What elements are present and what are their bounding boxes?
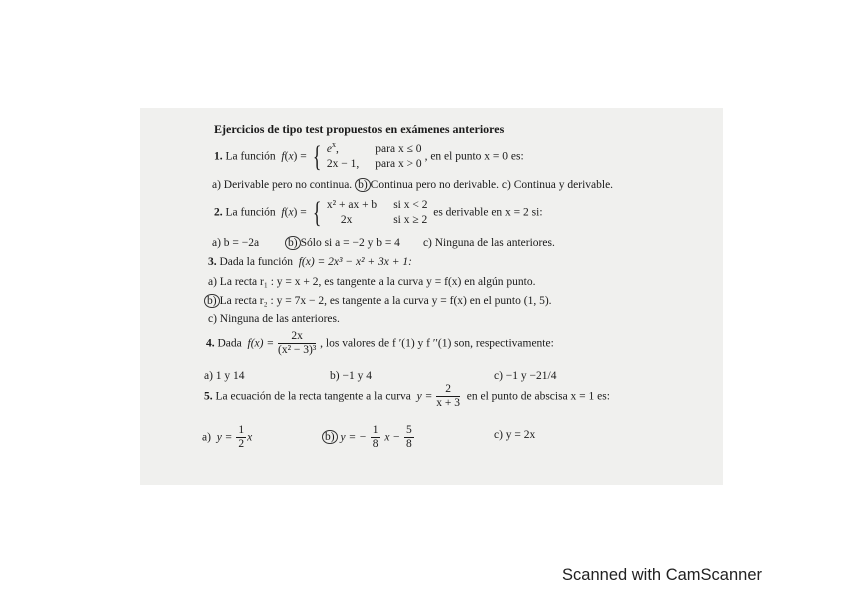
- answer-mark: b): [204, 294, 220, 308]
- question-1-options: a) Derivable pero no continua. b) Continua pero no derivable. c) Continua y derivable.: [212, 179, 614, 191]
- fraction: $\frac{5}{8}$: [405, 424, 412, 451]
- left-brace: {: [312, 140, 322, 173]
- question-4-option-c: c) −1 y −21/4: [494, 370, 557, 382]
- question-3-option-b: b) La recta r₂ : y = 7x − 2, es tangente a la curva y = f(x) en el punto (1, 5).: [204, 294, 552, 308]
- question-5-stem: 5. La ecuación de la recta tangente a la curva y = $\frac{2}{x + 3}$ en el punto de abscisa x = 1 es:: [204, 383, 610, 410]
- answer-mark: b): [322, 430, 338, 444]
- fraction: $\frac{1}{2}$: [238, 424, 245, 451]
- page-title: Ejercicios de tipo test propuestos en exámenes anteriores: [214, 122, 505, 136]
- piecewise-function-1: $e^x$, para x ≤ 0 2x − 1, para x > 0: [326, 139, 422, 170]
- question-5-option-c: c) y = 2x: [494, 429, 536, 441]
- left-brace: {: [312, 196, 322, 229]
- fraction: $\frac{1}{8}$: [372, 424, 379, 451]
- piecewise-function-2: x² + ax + b si x < 2 2x si x ≥ 2: [326, 198, 428, 226]
- answer-mark: b): [285, 236, 301, 250]
- question-3-stem: 3. Dada la función f(x) = 2x³ − x² + 3x + 1:: [208, 256, 412, 268]
- question-4-option-b: b) −1 y 4: [330, 370, 372, 382]
- fraction: $\frac{2}{x + 3}$: [436, 383, 461, 410]
- camscanner-watermark: Scanned with CamScanner: [562, 566, 762, 584]
- question-2-stem: 2. La función f(x) = { x² + ax + b si x < 2 2x si x ≥ 2 es derivable en x = 2 si:: [214, 196, 543, 229]
- question-3-option-c: c) Ninguna de las anteriores.: [208, 313, 340, 325]
- question-5-option-b: b) y = − $\frac{1}{8}$ x − $\frac{5}{8}$: [322, 424, 415, 451]
- question-4-option-a: a) 1 y 14: [204, 370, 245, 382]
- question-3-option-a: a) La recta r₁ : y = x + 2, es tangente a la curva y = f(x) en algún punto.: [208, 276, 536, 288]
- fraction: $\frac{2x}{\text{(x² − 3)³}}$: [277, 330, 317, 357]
- answer-mark: b): [355, 178, 371, 192]
- question-4-stem: 4. Dada f(x) = $\frac{2x}{\text{(x² − 3)³}}$ , los valores de f ′(1) y f ′′(1) son, respectivamente:: [206, 330, 554, 357]
- question-1-stem: 1. La función f(x) = { $e^x$, para x ≤ 0 2x − 1, para x > 0 , en el punto x = 0 es:: [214, 139, 524, 173]
- question-5-option-a: a) y = $\frac{1}{2}$ x: [202, 424, 253, 451]
- question-2-options: a) b = −2a b) Sólo si a = −2 y b = 4 c) Ninguna de las anteriores.: [212, 237, 555, 249]
